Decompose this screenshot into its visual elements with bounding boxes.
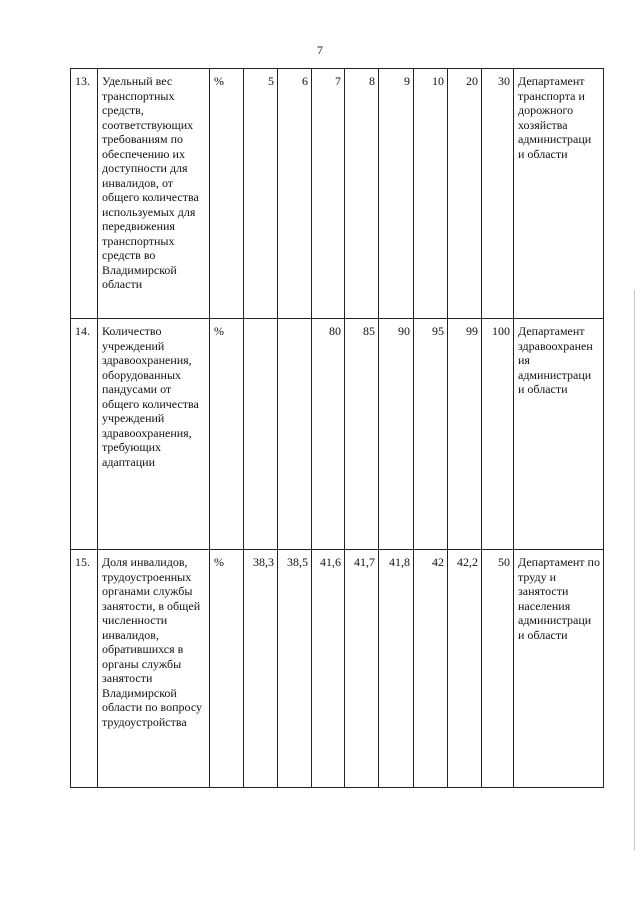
responsible-department: Департамент здравоохранен ия администраци и области bbox=[514, 319, 604, 550]
indicators-table bbox=[70, 68, 604, 788]
row-number: 15. bbox=[71, 550, 98, 788]
value-cell: 41,6 bbox=[312, 550, 345, 788]
value-cell: 8 bbox=[345, 69, 379, 319]
value-cell: 20 bbox=[448, 69, 482, 319]
indicator-name: Доля инвалидов, трудоустроенных органами службы занятости, в общей численности инвалидов, обратившихся в органы службы занятости Владимирской области по вопросу трудоустройства bbox=[98, 550, 210, 788]
unit-cell: % bbox=[210, 69, 244, 319]
row-number: 14. bbox=[71, 319, 98, 550]
value-cell: 42 bbox=[414, 550, 448, 788]
value-cell: 30 bbox=[482, 69, 514, 319]
value-cell: 41,7 bbox=[345, 550, 379, 788]
indicator-name: Удельный вес транспортных средств, соответствующих требованиям по обеспечению их доступности для инвалидов, от общего количества используемых для передвижения транспортных средств во Владимирской области bbox=[98, 69, 210, 319]
value-cell bbox=[278, 319, 312, 550]
value-cell: 90 bbox=[379, 319, 414, 550]
responsible-department: Департамент по труду и занятости населения администраци и области bbox=[514, 550, 604, 788]
scan-edge-line bbox=[634, 290, 635, 850]
value-cell: 6 bbox=[278, 69, 312, 319]
row-number: 13. bbox=[71, 69, 98, 319]
value-cell: 10 bbox=[414, 69, 448, 319]
table-row bbox=[71, 550, 604, 788]
table-row bbox=[71, 319, 604, 550]
responsible-department: Департамент транспорта и дорожного хозяйства администраци и области bbox=[514, 69, 604, 319]
value-cell: 5 bbox=[244, 69, 278, 319]
table-row bbox=[71, 69, 604, 319]
value-cell: 42,2 bbox=[448, 550, 482, 788]
value-cell: 80 bbox=[312, 319, 345, 550]
indicator-name: Количество учреждений здравоохранения, оборудованных пандусами от общего количества учреждений здравоохранения, требующих адаптации bbox=[98, 319, 210, 550]
value-cell: 99 bbox=[448, 319, 482, 550]
value-cell: 38,3 bbox=[244, 550, 278, 788]
value-cell: 50 bbox=[482, 550, 514, 788]
value-cell: 95 bbox=[414, 319, 448, 550]
value-cell: 38,5 bbox=[278, 550, 312, 788]
unit-cell: % bbox=[210, 319, 244, 550]
value-cell: 9 bbox=[379, 69, 414, 319]
value-cell: 100 bbox=[482, 319, 514, 550]
page-number: 7 bbox=[317, 43, 323, 57]
value-cell: 7 bbox=[312, 69, 345, 319]
value-cell: 41,8 bbox=[379, 550, 414, 788]
value-cell: 85 bbox=[345, 319, 379, 550]
value-cell bbox=[244, 319, 278, 550]
unit-cell: % bbox=[210, 550, 244, 788]
